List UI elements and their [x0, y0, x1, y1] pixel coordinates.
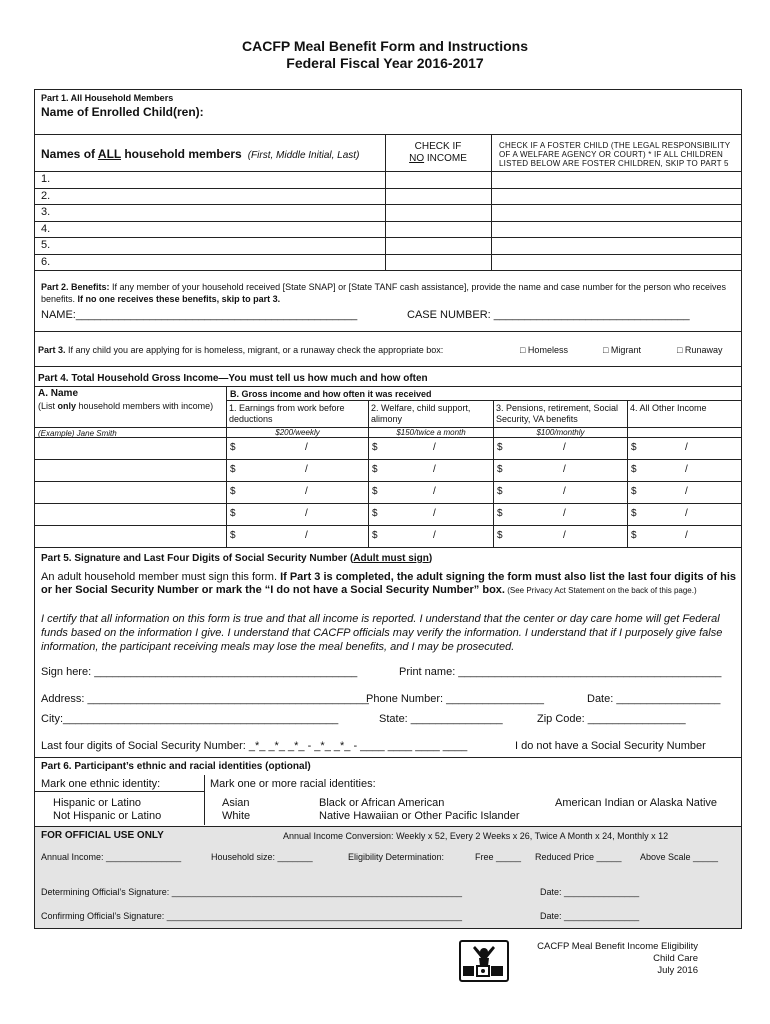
- free-field[interactable]: Free _____: [475, 852, 522, 862]
- income-frequency-slash: /: [563, 530, 566, 541]
- income-dollar-sign: $: [631, 442, 637, 453]
- racial-option-american-indian[interactable]: American Indian or Alaska Native: [555, 797, 718, 809]
- household-member-row[interactable]: 6.: [41, 255, 51, 268]
- sign-here-field[interactable]: Sign here: ___________________________________________: [41, 666, 358, 678]
- income-dollar-sign: $: [372, 486, 378, 497]
- income-dollar-sign: $: [372, 464, 378, 475]
- income-header-welfare: 2. Welfare, child support, alimony: [371, 403, 471, 424]
- part1-heading: Part 1. All Household Members: [41, 93, 174, 103]
- confirming-signature-field[interactable]: Confirming Official’s Signature: ___________________________________________________________: [41, 911, 463, 921]
- example-pensions: $100/monthly: [536, 428, 585, 437]
- reduced-price-field[interactable]: Reduced Price _____: [535, 852, 622, 862]
- city-field[interactable]: City:_____________________________________________: [41, 713, 339, 725]
- certification-statement: I certify that all information on this form is true and that all income is reported. I understand that the center or day care home will get Federal funds based on the information I give. I understand that CACFP officials may verify the information. I understand that if I purposely give false information, the participant receiving meals may lose the meal benefits, and I may be prosecuted.: [41, 613, 723, 653]
- eligibility-label: Eligibility Determination:: [348, 852, 445, 862]
- income-dollar-sign: $: [497, 530, 503, 541]
- income-dollar-sign: $: [230, 464, 236, 475]
- ethnic-option-not-hispanic[interactable]: Not Hispanic or Latino: [53, 810, 162, 822]
- ethnic-label: Mark one ethnic identity:: [41, 778, 161, 790]
- household-size-field[interactable]: Household size: _______: [211, 852, 313, 862]
- check-no-income-header: CHECK IF NO INCOME: [409, 141, 467, 164]
- part6-heading: Part 6. Participant’s ethnic and racial identities (optional): [41, 761, 311, 772]
- determining-date-field[interactable]: Date: _______________: [540, 887, 640, 897]
- annual-income-conversion: Annual Income Conversion: Weekly x 52, Every 2 Weeks x 26, Twice A Month x 24, Monthly x 12: [283, 831, 669, 841]
- form-title: [0, 38, 770, 72]
- income-frequency-slash: /: [563, 442, 566, 453]
- zip-field[interactable]: Zip Code: ________________: [537, 713, 686, 725]
- income-frequency-slash: /: [305, 486, 308, 497]
- migrant-checkbox[interactable]: □ Migrant: [603, 345, 641, 355]
- household-member-row[interactable]: 4.: [41, 222, 51, 235]
- household-member-row[interactable]: 1.: [41, 173, 51, 185]
- income-dollar-sign: $: [230, 508, 236, 519]
- income-frequency-slash: /: [685, 486, 688, 497]
- income-dollar-sign: $: [631, 464, 637, 475]
- determining-signature-field[interactable]: Determining Official’s Signature: __________________________________________________________: [41, 887, 463, 897]
- income-frequency-slash: /: [305, 530, 308, 541]
- income-dollar-sign: $: [230, 486, 236, 497]
- footer-line2: Child Care: [653, 953, 698, 964]
- form-title-line2: Federal Fiscal Year 2016-2017: [286, 55, 484, 71]
- col-a-title: A. Name: [38, 388, 79, 399]
- income-dollar-sign: $: [631, 530, 637, 541]
- col-a-note: (List only household members with income): [38, 401, 214, 411]
- part5-heading: Part 5. Signature and Last Four Digits of Social Security Number (Adult must sign): [41, 553, 433, 564]
- racial-label: Mark one or more racial identities:: [210, 778, 376, 790]
- income-dollar-sign: $: [230, 530, 236, 541]
- part2-instructions: Part 2. Benefits: If any member of your household received [State SNAP] or [State TANF cash assistance], provide the name and case number for the person who receives benefits. If no one receives these benefits, skip to part 3.: [41, 282, 727, 304]
- income-frequency-slash: /: [685, 508, 688, 519]
- confirming-date-field[interactable]: Date: _______________: [540, 911, 640, 921]
- ethnic-option-hispanic[interactable]: Hispanic or Latino: [53, 797, 142, 809]
- meal-benefit-form: [34, 89, 742, 929]
- address-field[interactable]: Address: ______________________________________________: [41, 693, 369, 705]
- form-title-line1: CACFP Meal Benefit Form and Instructions: [242, 38, 528, 54]
- benefits-case-number-field[interactable]: CASE NUMBER: ________________________________: [407, 309, 690, 321]
- income-name-cell[interactable]: [35, 459, 225, 481]
- part4-heading: Part 4. Total Household Gross Income—You must tell us how much and how often: [38, 373, 428, 384]
- runaway-checkbox[interactable]: □ Runaway: [677, 345, 723, 355]
- income-frequency-slash: /: [433, 508, 436, 519]
- income-frequency-slash: /: [685, 530, 688, 541]
- date-field[interactable]: Date: _________________: [587, 693, 721, 705]
- income-frequency-slash: /: [685, 442, 688, 453]
- income-name-cell[interactable]: [35, 437, 225, 459]
- example-earnings: $200/weekly: [275, 428, 320, 437]
- income-frequency-slash: /: [305, 464, 308, 475]
- income-frequency-slash: /: [305, 442, 308, 453]
- income-frequency-slash: /: [563, 508, 566, 519]
- income-frequency-slash: /: [433, 486, 436, 497]
- household-names-header: Names of ALL household members (First, Middle Initial, Last): [41, 147, 360, 161]
- income-dollar-sign: $: [631, 508, 637, 519]
- income-dollar-sign: $: [372, 442, 378, 453]
- income-frequency-slash: /: [563, 464, 566, 475]
- col-b-title: B. Gross income and how often it was received: [230, 389, 432, 399]
- income-dollar-sign: $: [372, 530, 378, 541]
- racial-option-white[interactable]: White: [222, 810, 251, 822]
- income-frequency-slash: /: [305, 508, 308, 519]
- part5-instructions: An adult household member must sign this form. If Part 3 is completed, the adult signing the form must also list the last four digits of his or her Social Security Number or mark the “I do not have a Social Security Number” box. (See Privacy Act Statement on the back of this page.): [41, 571, 737, 596]
- household-member-row[interactable]: 2.: [41, 189, 51, 202]
- racial-option-black[interactable]: Black or African American: [319, 797, 445, 809]
- print-name-field[interactable]: Print name: ___________________________________________: [399, 666, 722, 678]
- income-frequency-slash: /: [433, 464, 436, 475]
- income-dollar-sign: $: [497, 464, 503, 475]
- income-dollar-sign: $: [230, 442, 236, 453]
- income-dollar-sign: $: [497, 508, 503, 519]
- part3-instructions: Part 3. If any child you are applying for is homeless, migrant, or a runaway check the appropriate box:: [38, 345, 444, 355]
- benefits-name-field[interactable]: NAME:______________________________________________: [41, 309, 358, 321]
- annual-income-field[interactable]: Annual Income: _______________: [41, 852, 182, 862]
- example-welfare: $150/twice a month: [396, 428, 466, 437]
- racial-option-asian[interactable]: Asian: [222, 797, 250, 809]
- example-name: (Example) Jane Smith: [38, 429, 117, 438]
- income-dollar-sign: $: [372, 508, 378, 519]
- homeless-checkbox[interactable]: □ Homeless: [520, 345, 568, 355]
- above-scale-field[interactable]: Above Scale _____: [640, 852, 719, 862]
- form-footer: [470, 941, 698, 977]
- income-name-cell[interactable]: [35, 481, 225, 503]
- official-use-heading: FOR OFFICIAL USE ONLY: [41, 830, 164, 841]
- income-frequency-slash: /: [433, 530, 436, 541]
- income-frequency-slash: /: [685, 464, 688, 475]
- enrolled-children-label: Name of Enrolled Child(ren):: [41, 105, 204, 119]
- household-member-row[interactable]: 5.: [41, 239, 51, 251]
- income-frequency-slash: /: [563, 486, 566, 497]
- state-field[interactable]: State: _______________: [379, 713, 503, 725]
- phone-field[interactable]: Phone Number: ________________: [366, 693, 544, 705]
- footer-line3: July 2016: [657, 965, 698, 976]
- racial-option-pacific-islander[interactable]: Native Hawaiian or Other Pacific Islander: [319, 810, 520, 822]
- no-ssn-option[interactable]: I do not have a Social Security Number: [515, 740, 706, 752]
- foster-child-header: CHECK IF A FOSTER CHILD (THE LEGAL RESPONSIBILITY OF A WELFARE AGENCY OR COURT) * IF ALL CHILDREN LISTED BELOW ARE FOSTER CHILDREN, SKIP TO PART 5: [499, 141, 731, 168]
- income-frequency-slash: /: [433, 442, 436, 453]
- household-member-row[interactable]: 3.: [41, 206, 51, 218]
- income-header-other: 4. All Other Income: [630, 403, 707, 413]
- income-header-pensions: 3. Pensions, retirement, Social Security, VA benefits: [496, 403, 619, 424]
- income-dollar-sign: $: [497, 486, 503, 497]
- income-name-cell[interactable]: [35, 503, 225, 525]
- income-name-cell[interactable]: [35, 525, 225, 547]
- income-dollar-sign: $: [631, 486, 637, 497]
- income-dollar-sign: $: [497, 442, 503, 453]
- footer-line1: CACFP Meal Benefit Income Eligibility: [537, 941, 698, 952]
- ssn-field[interactable]: Last four digits of Social Security Number: _*_ _*_ _*_ - _*_ _*_ - ____ ____ ____ ____: [41, 740, 468, 752]
- income-header-earnings: 1. Earnings from work before deductions: [229, 403, 345, 424]
